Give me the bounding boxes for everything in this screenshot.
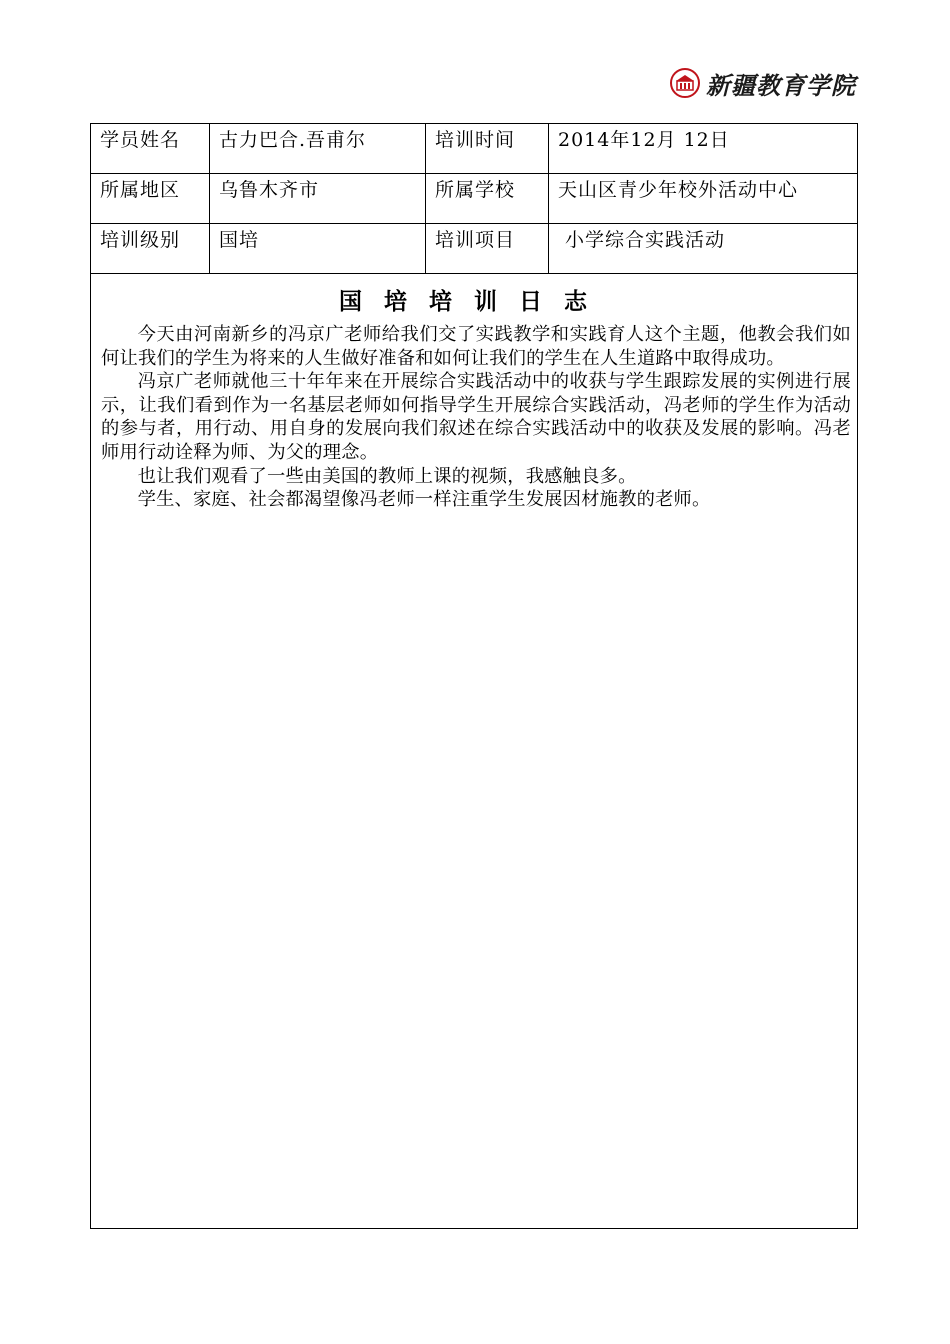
label-training-level: 培训级别 xyxy=(91,224,210,273)
value-training-project: 小学综合实践活动 xyxy=(558,229,726,251)
value-training-time: 2014年12月 12日 xyxy=(558,129,730,151)
journal-paragraph: 也让我们观看了一些由美国的教师上课的视频，我感触良多。 xyxy=(137,465,637,487)
training-log-form xyxy=(90,123,858,1229)
label-training-time: 培训时间 xyxy=(426,124,549,173)
journal-title: 国培培训日志 xyxy=(339,289,609,315)
journal-paragraph: 冯京广老师就他三十年年来在开展综合实践活动中的收获与学生跟踪发展的实例进行展示，让我们看到作为一名基层老师如何指导学生开展综合实践活动，冯老师的学生作为活动的参与者，用行动、用自身的发展向我们叙述在综合实践活动中的收获及发展的影响。冯老师用行动诠释为师、为父的理念。 xyxy=(101,371,851,463)
info-row-region xyxy=(91,174,857,224)
label-training-project: 培训项目 xyxy=(426,224,549,273)
value-student-name: 古力巴合.吾甫尔 xyxy=(210,124,426,173)
school-seal-icon xyxy=(670,68,700,98)
value-school: 天山区青少年校外活动中心 xyxy=(558,179,799,201)
school-logo xyxy=(670,66,870,100)
journal-paragraph: 学生、家庭、社会都渴望像冯老师一样注重学生发展因材施教的老师。 xyxy=(137,489,711,511)
value-training-level: 国培 xyxy=(210,224,426,273)
label-region: 所属地区 xyxy=(91,174,210,223)
journal-paragraph: 今天由河南新乡的冯京广老师给我们交了实践教学和实践育人这个主题，他教会我们如何让我们的学生为将来的人生做好准备和如何让我们的学生在人生道路中取得成功。 xyxy=(101,324,851,369)
label-school: 所属学校 xyxy=(426,174,549,223)
info-row-name xyxy=(91,124,857,174)
label-student-name: 学员姓名 xyxy=(91,124,210,173)
value-region: 乌鲁木齐市 xyxy=(210,174,426,223)
logo-text: 新疆教育学院 xyxy=(706,70,856,100)
info-row-level xyxy=(91,224,857,274)
journal-body xyxy=(101,323,851,512)
